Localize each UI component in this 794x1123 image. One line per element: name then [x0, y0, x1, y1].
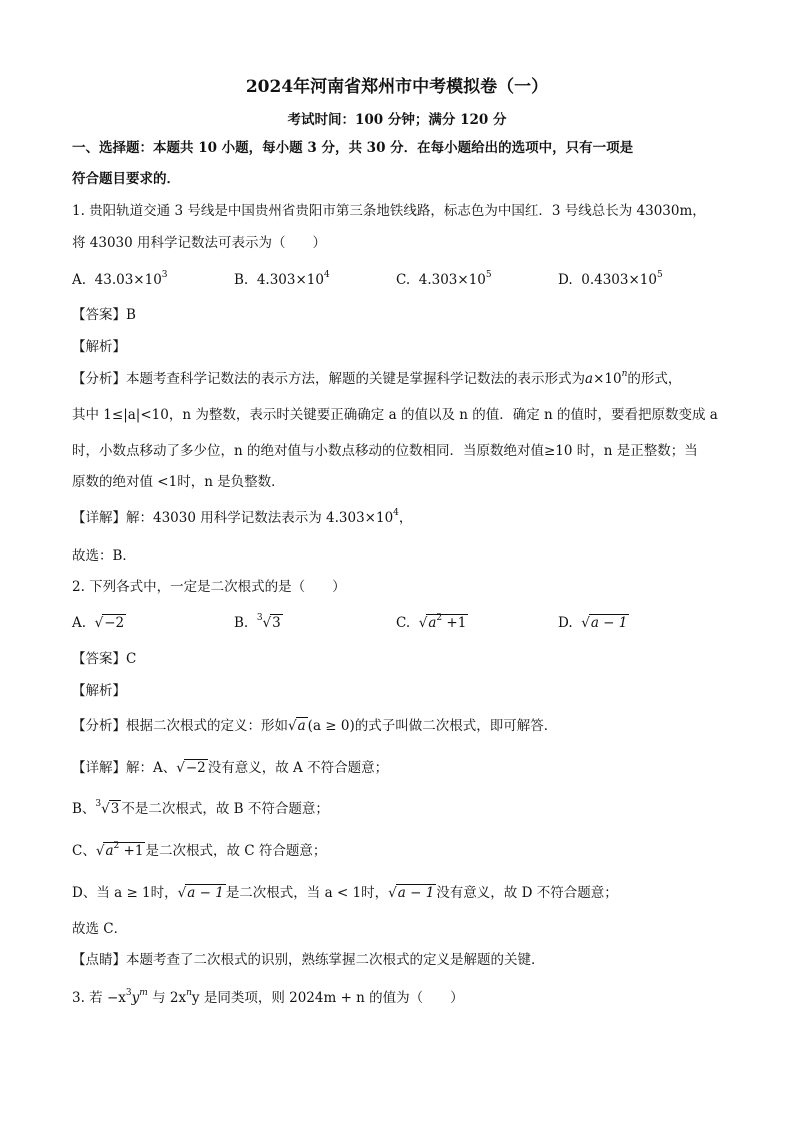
page-title: 2024年河南省郑州市中考模拟卷（一）: [245, 77, 549, 97]
q1-analysis-line1: 【分析】本题考查科学记数法的表示方法，解题的关键是掌握科学记数法的表示形式为$a\times 10^n$的形式，: [72, 369, 682, 387]
q2-answer: 【答案】C: [72, 651, 137, 667]
q1-option-a: A. $43.03\times 10^3$: [72, 270, 168, 288]
q1-answer: 【答案】B: [72, 307, 136, 323]
sqrt-icon: √: [581, 615, 590, 631]
sqrt-icon: √: [94, 615, 104, 631]
section-heading-cont: 符合题目要求的．: [72, 171, 180, 187]
sqrt-icon: √: [288, 718, 297, 734]
q2-option-b: B. $^3$√3: [234, 613, 281, 631]
q1-choice: 故选：B．: [72, 548, 136, 564]
sqrt-icon: √: [95, 843, 105, 859]
q1-stem: 1. 贵阳轨道交通 3 号线是中国贵州省贵阳市第三条地铁线路，标志色为中国红．3 号线总长为 43030m，: [72, 203, 706, 219]
q2-analysis-label: 【解析】: [72, 683, 126, 699]
q1-option-d: D. $0.4303\times 10^5$: [558, 270, 663, 288]
q2-detail-d: D、当 a ≥ 1时，√a − 1 是二次根式，当 a < 1时，√a − 1 没有意义，故 D 不符合题意；: [72, 885, 618, 901]
q2-detail-a: 【详解】解：A、√−2 没有意义，故 A 不符合题意；: [72, 760, 389, 776]
sqrt-icon: √: [101, 801, 110, 817]
q2-detail-b: B、$^3$√3 不是二次根式，故 B 不符合题意；: [72, 799, 329, 817]
q2-option-a: A. √−2: [72, 615, 125, 631]
q1-detail: 【详解】解：43030 用科学记数法表示为 $4.303\times 10^4$，: [72, 508, 413, 526]
sqrt-icon: √: [262, 615, 272, 631]
q1-analysis-line2: 其中 1≤|a|<10，n 为整数，表示时关键要正确确定 a 的值以及 n 的值．确定 n 的值时，要看把原数变成 a: [72, 407, 718, 423]
sqrt-icon: √: [176, 760, 185, 776]
q1-analysis-line3: 时，小数点移动了多少位，n 的绝对值与小数点移动的位数相同．当原数绝对值≥10 时，n 是正整数；当: [72, 443, 698, 459]
sqrt-icon: √: [177, 885, 187, 901]
sqrt-icon: √: [388, 885, 397, 901]
q2-option-d: D. √a − 1: [558, 615, 628, 631]
q1-analysis-line4: 原数的绝对值 <1时，n 是负整数．: [72, 474, 285, 490]
q2-stem: 2. 下列各式中，一定是二次根式的是（ ）: [72, 579, 346, 595]
q2-comment: 【点睛】本题考查了二次根式的识别，熟练掌握二次根式的定义是解题的关键．: [72, 952, 545, 968]
sqrt-icon: √: [418, 615, 428, 631]
q2-detail-c: C、$√a^2 +1$ 是二次根式，故 C 符合题意；: [72, 841, 327, 859]
q2-choice: 故选 C．: [72, 921, 128, 937]
q1-option-b: B. $4.303\times 10^4$: [234, 270, 330, 288]
q1-stem-cont: 将 43030 用科学记数法可表示为（ ）: [72, 235, 327, 251]
q2-analysis: 【分析】根据二次根式的定义：形如√a (a ≥ 0)的式子叫做二次根式，即可解答．: [72, 718, 558, 734]
exam-info: 考试时间：100 分钟；满分 120 分: [287, 112, 507, 128]
q2-option-c: C. $√a^2 +1$: [396, 613, 467, 631]
section-heading: 一、选择题：本题共 10 小题，每小题 3 分，共 30 分．在每小题给出的选项中，只有一项是: [72, 140, 634, 156]
q1-analysis-label: 【解析】: [72, 339, 126, 355]
q3-stem: 3. 若 $-x^3y^m$ 与 $2x^ny$ 是同类项，则 2024m + n 的值为（ ）: [72, 988, 464, 1006]
q1-option-c: C. $4.303\times 10^5$: [396, 270, 492, 288]
